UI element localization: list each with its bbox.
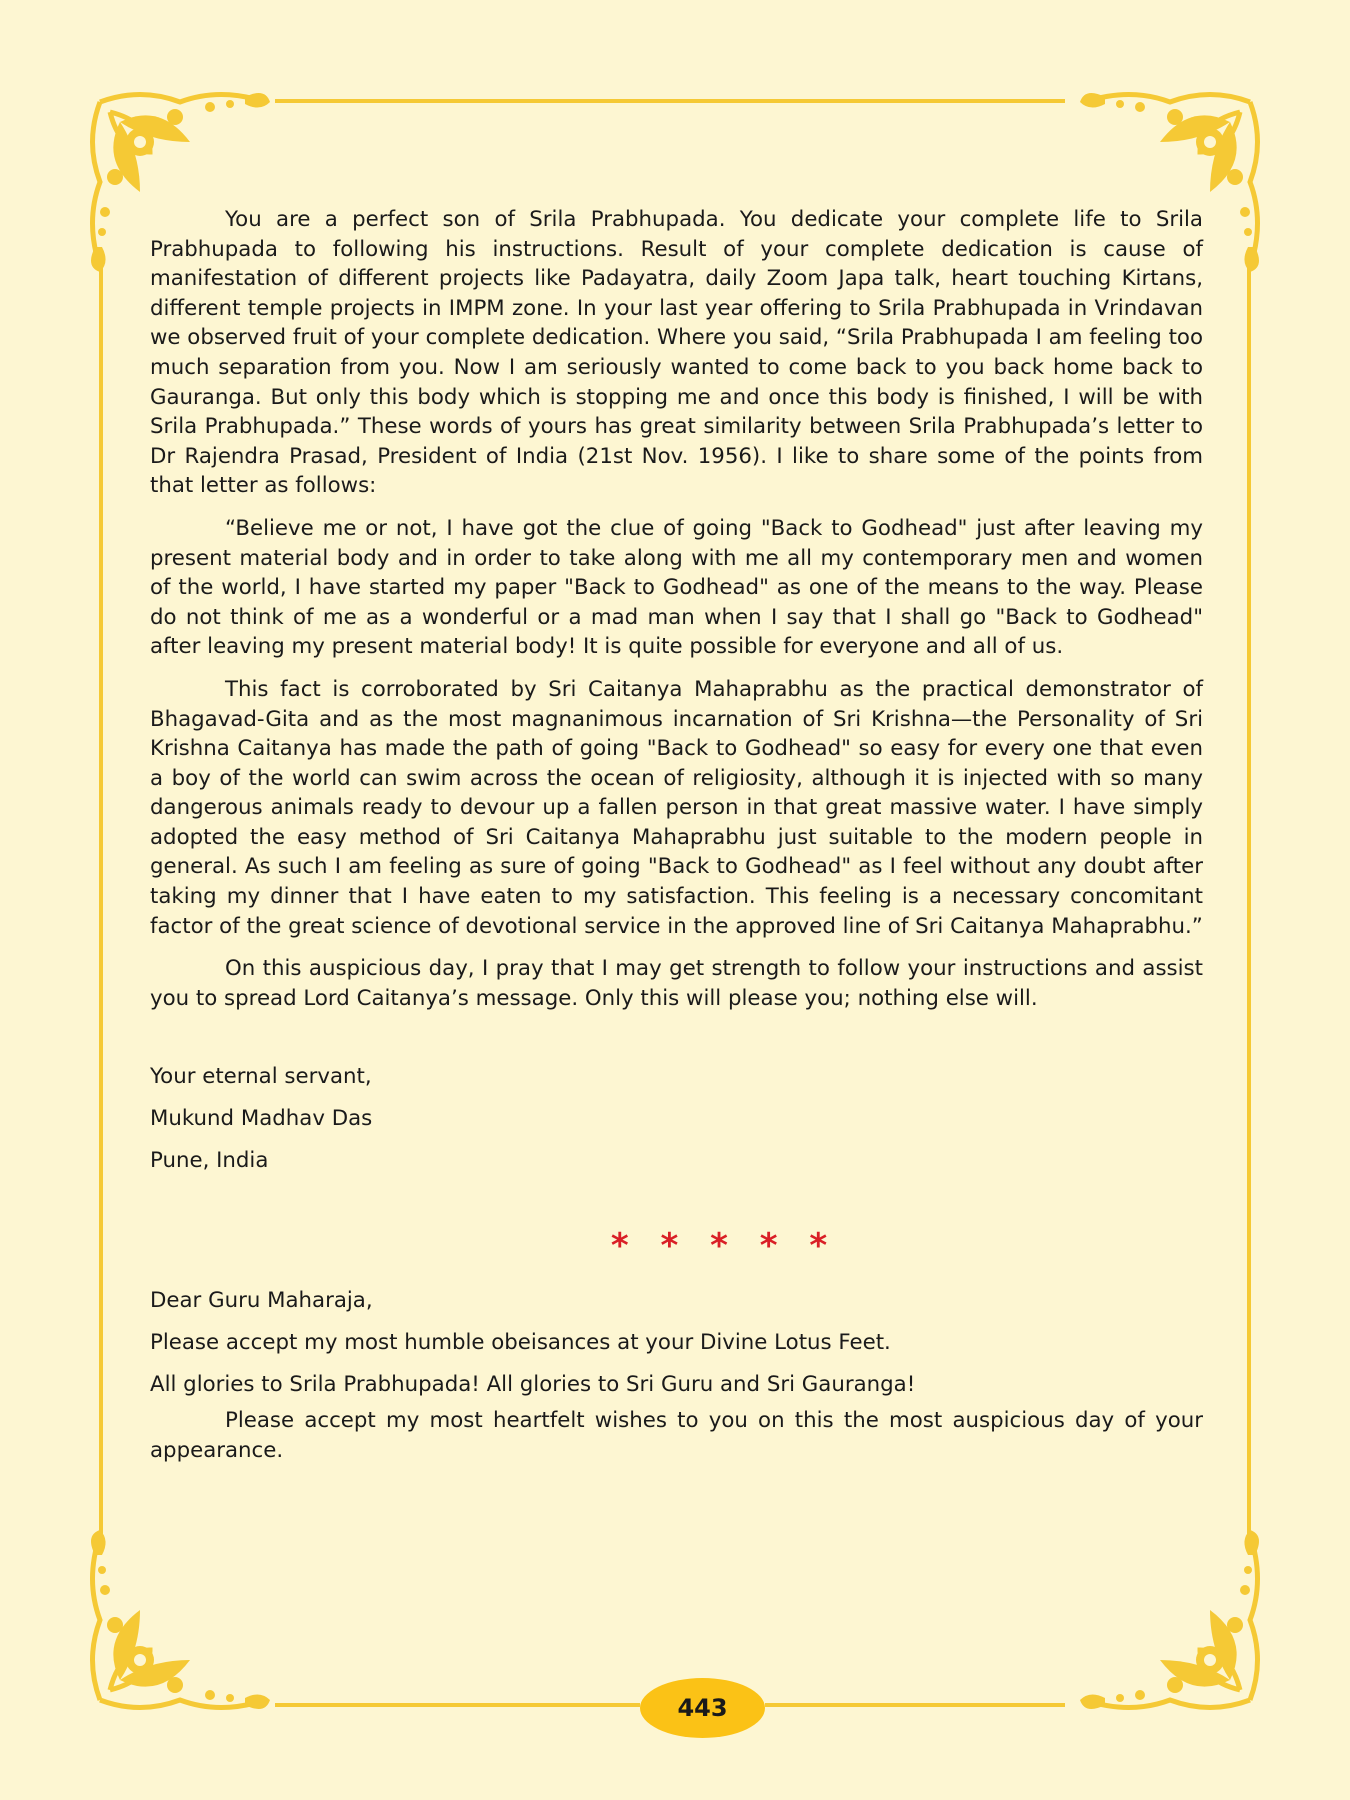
page-number-badge: 443 xyxy=(640,1678,765,1738)
ornament-corner-bottom-right xyxy=(1070,1520,1270,1720)
border-bottom-left xyxy=(275,1703,640,1707)
border-bottom-right xyxy=(765,1703,1065,1707)
border-top xyxy=(275,99,1065,103)
signature-block xyxy=(150,1056,1203,1182)
letter-2-glories: All glories to Srila Prabhupada! All glories to Sri Guru and Sri Gauranga! xyxy=(150,1372,916,1398)
signature-name: Mukund Madhav Das xyxy=(150,1106,373,1132)
paragraph-3-quote: This fact is corroborated by Sri Caitanya Mahaprabhu as the practical demonstrator of Bhagavad-Gita and as the most magnanimous incarnation of Sri Krishna—the Personality of Sri Krishna Caitanya has made the path of going "Back to Godhead" so easy for every one that even a boy of the world can swim across the ocean of religiosity, although it is injected with so many dangerous animals ready to devour up a fallen person in that great massive water. I have simply adopted the easy method of Sri Caitanya Mahaprabhu just suitable to the modern people in general. As such I am feeling as sure of going "Back to Godhead" as I feel without any doubt after taking my dinner that I have eaten to my satisfaction. This feeling is a necessary concomitant factor of the great science of devotional service in the approved line of Sri Caitanya Mahaprabhu.” xyxy=(150,676,1203,939)
section-separator: * * * * * xyxy=(610,1226,838,1267)
letter-content xyxy=(150,205,1203,1478)
border-right xyxy=(1247,265,1251,1535)
letter-2-body: Please accept my most heartfelt wishes to you on this the most auspicious day of your appearance. xyxy=(150,1408,1203,1463)
signature-place: Pune, India xyxy=(150,1148,269,1174)
paragraph-4: On this auspicious day, I pray that I may get strength to follow your instructions and assist you to spread Lord Caitanya’s message. Only this will please you; nothing else will. xyxy=(150,956,1203,1011)
letter-2-greeting xyxy=(150,1280,1203,1406)
paragraph-1: You are a perfect son of Srila Prabhupada. You dedicate your complete life to Srila Prabhupada to following his instructions. Result of your complete dedication is cause of manifestation of different projects like Padayatra, daily Zoom Japa talk, heart touching Kirtans, different temple projects in IMPM zone. In your last year offering to Srila Prabhupada in Vrindavan we observed fruit of your complete dedication. Where you said, “Srila Prabhupada I am feeling too much separation from you. Now I am seriously wanted to come back to you back home back to Gauranga. But only this body which is stopping me and once this body is finished, I will be with Srila Prabhupada.” These words of yours has great similarity between Srila Prabhupada’s letter to Dr Rajendra Prasad, President of India (21st Nov. 1956). I like to share some of the points from that letter as follows: xyxy=(150,207,1203,499)
letter-2-obeisances: Please accept my most humble obeisances at your Divine Lotus Feet. xyxy=(150,1330,891,1356)
ornament-corner-bottom-left xyxy=(80,1520,280,1720)
paragraph-2-quote: “Believe me or not, I have got the clue of going "Back to Godhead" just after leaving my present material body and in order to take along with me all my contemporary men and women of the world, I have started my paper "Back to Godhead" as one of the means to the way. Please do not think of me as a wonderful or a mad man when I say that I shall go "Back to Godhead" after leaving my present material body! It is quite possible for everyone and all of us. xyxy=(150,515,1203,660)
letter-2-salutation: Dear Guru Maharaja, xyxy=(150,1288,373,1314)
border-left xyxy=(99,265,103,1535)
signature-closing: Your eternal servant, xyxy=(150,1064,372,1090)
